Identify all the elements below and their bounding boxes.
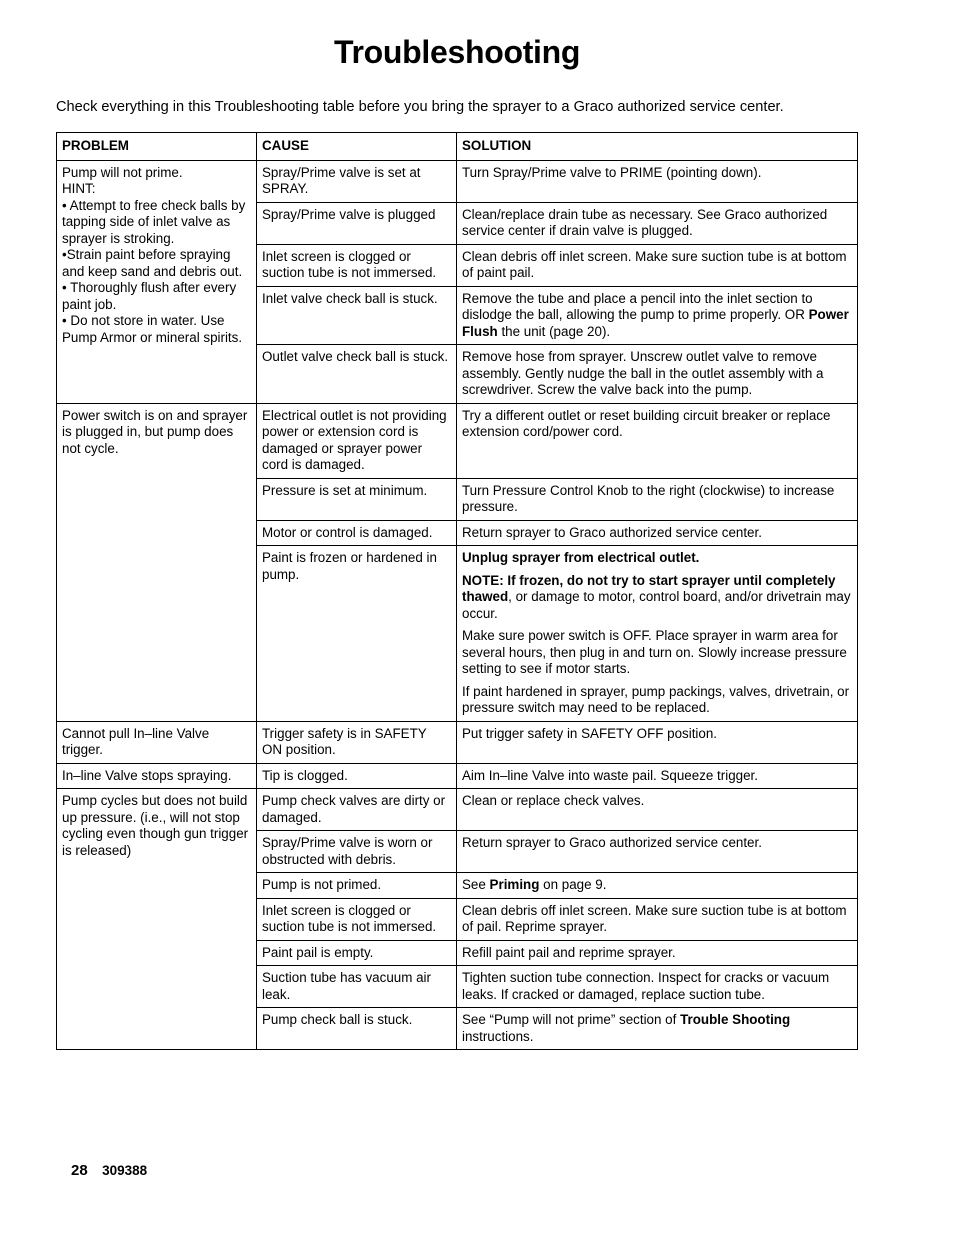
page-title: Troubleshooting: [334, 34, 581, 70]
note-emphasis: NOTE: If frozen, do not try to start sprayer until completely thawed: [462, 572, 836, 604]
solution-warning: Unplug sprayer from electrical outlet.: [462, 550, 700, 565]
solution-cell: Remove hose from sprayer. Unscrew outlet valve to remove assembly. Gently nudge the ball in the outlet assembly with a screwdriver. Screw the valve back into the pump.: [457, 345, 858, 404]
problem-line: Pump cycles but does not build up pressure. (i.e., will not stop cycling even though gun trigger is released): [62, 793, 249, 858]
solution-cell: Put trigger safety in SAFETY OFF position.: [457, 721, 858, 763]
cause-cell: Pump is not primed.: [257, 873, 457, 899]
cause-cell: Trigger safety is in SAFETY ON position.: [257, 721, 457, 763]
cause-cell: Outlet valve check ball is stuck.: [257, 345, 457, 404]
page-number: 28: [71, 1162, 88, 1179]
intro-text: Check everything in this Troubleshooting table before you bring the sprayer to a Graco authorized service center.: [56, 99, 784, 115]
table-row: [57, 160, 858, 202]
page-footer: [71, 1162, 147, 1180]
solution-cell: Return sprayer to Graco authorized service center.: [457, 520, 858, 546]
solution-text: the unit (page 20).: [497, 323, 611, 339]
cause-cell: Electrical outlet is not providing power or extension cord is damaged or sprayer power cord is damaged.: [257, 403, 457, 478]
header-problem: PROBLEM: [57, 133, 257, 161]
cause-cell: Motor or control is damaged.: [257, 520, 457, 546]
cause-cell: Suction tube has vacuum air leak.: [257, 966, 457, 1008]
cause-cell: Paint pail is empty.: [257, 940, 457, 966]
solution-text: Remove the tube and place a pencil into the inlet section to dislodge the ball, allowing the pump to prime properly. OR: [462, 290, 813, 322]
table-header-row: [57, 133, 858, 161]
problem-line: • Thoroughly flush after every paint job.: [62, 280, 237, 312]
problem-line: HINT:: [62, 181, 96, 196]
table-row: [57, 789, 858, 831]
solution-cell: Return sprayer to Graco authorized service center.: [457, 831, 858, 873]
solution-text: Make sure power switch is OFF. Place sprayer in warm area for several hours, then plug in and turn on. Slowly increase pressure setting to see if motor starts.: [462, 628, 847, 676]
problem-cell: [57, 721, 257, 763]
cause-cell: Spray/Prime valve is worn or obstructed with debris.: [257, 831, 457, 873]
problem-line: In–line Valve stops spraying.: [62, 767, 232, 783]
problem-line: •Strain paint before spraying and keep sand and debris out.: [62, 247, 243, 279]
header-solution: SOLUTION: [457, 133, 858, 161]
problem-cell: [57, 160, 257, 403]
solution-cell: Clean debris off inlet screen. Make sure suction tube is at bottom of paint pail.: [457, 244, 858, 286]
solution-text: , or damage to motor, control board, and/or drivetrain may occur.: [462, 589, 851, 621]
table-row: [57, 721, 858, 763]
cause-cell: Inlet screen is clogged or suction tube is not immersed.: [257, 244, 457, 286]
cause-cell: Pressure is set at minimum.: [257, 478, 457, 520]
problem-line: Cannot pull In–line Valve trigger.: [62, 725, 210, 757]
problem-cell: [57, 789, 257, 1050]
document-number: 309388: [102, 1163, 148, 1178]
solution-cell: Aim In–line Valve into waste pail. Squeeze trigger.: [457, 763, 858, 789]
solution-cell: Refill paint pail and reprime sprayer.: [457, 940, 858, 966]
problem-line: Power switch is on and sprayer is plugged in, but pump does not cycle.: [62, 407, 248, 456]
solution-emphasis: Trouble Shooting: [680, 1012, 791, 1027]
cause-cell: Pump check ball is stuck.: [257, 1008, 457, 1050]
solution-text: instructions.: [462, 1028, 534, 1044]
cause-cell: Spray/Prime valve is set at SPRAY.: [257, 160, 457, 202]
problem-line: Pump will not prime.: [62, 164, 183, 180]
problem-line: • Do not store in water. Use Pump Armor or mineral spirits.: [62, 313, 243, 345]
solution-cell: Try a different outlet or reset building circuit breaker or replace extension cord/power cord.: [457, 403, 858, 478]
solution-text: If paint hardened in sprayer, pump packings, valves, drivetrain, or pressure switch may need to be replaced.: [462, 683, 850, 715]
cause-cell: Paint is frozen or hardened in pump.: [257, 546, 457, 722]
solution-note: [462, 573, 851, 623]
solution-cell: Tighten suction tube connection. Inspect for cracks or vacuum leaks. If cracked or damaged, replace suction tube.: [457, 966, 858, 1008]
solution-cell: [457, 1008, 858, 1050]
table-row: [57, 763, 858, 789]
cause-cell: Inlet screen is clogged or suction tube is not immersed.: [257, 898, 457, 940]
solution-cell: Turn Spray/Prime valve to PRIME (pointing down).: [457, 160, 858, 202]
solution-text: on page 9.: [539, 877, 607, 892]
problem-line: • Attempt to free check balls by tapping side of inlet valve as sprayer is stroking.: [62, 197, 246, 246]
solution-text: See “Pump will not prime” section of: [462, 1012, 681, 1027]
cause-cell: Spray/Prime valve is plugged: [257, 202, 457, 244]
solution-cell: [457, 546, 858, 722]
solution-cell: Clean debris off inlet screen. Make sure suction tube is at bottom of pail. Reprime sprayer.: [457, 898, 858, 940]
problem-cell: [57, 403, 257, 721]
cause-cell: Pump check valves are dirty or damaged.: [257, 789, 457, 831]
cause-cell: Inlet valve check ball is stuck.: [257, 286, 457, 345]
solution-emphasis: Power Flush: [462, 307, 849, 339]
solution-cell: Clean/replace drain tube as necessary. See Graco authorized service center if drain valve is plugged.: [457, 202, 858, 244]
solution-text: See: [462, 877, 490, 892]
cause-cell: Tip is clogged.: [257, 763, 457, 789]
solution-cell: [457, 286, 858, 345]
solution-cell: Turn Pressure Control Knob to the right (clockwise) to increase pressure.: [457, 478, 858, 520]
solution-cell: Clean or replace check valves.: [457, 789, 858, 831]
header-cause: CAUSE: [257, 133, 457, 161]
table-row: [57, 403, 858, 478]
problem-cell: [57, 763, 257, 789]
solution-emphasis: Priming: [489, 877, 540, 892]
troubleshooting-table: [56, 132, 858, 1050]
solution-cell: [457, 873, 858, 899]
